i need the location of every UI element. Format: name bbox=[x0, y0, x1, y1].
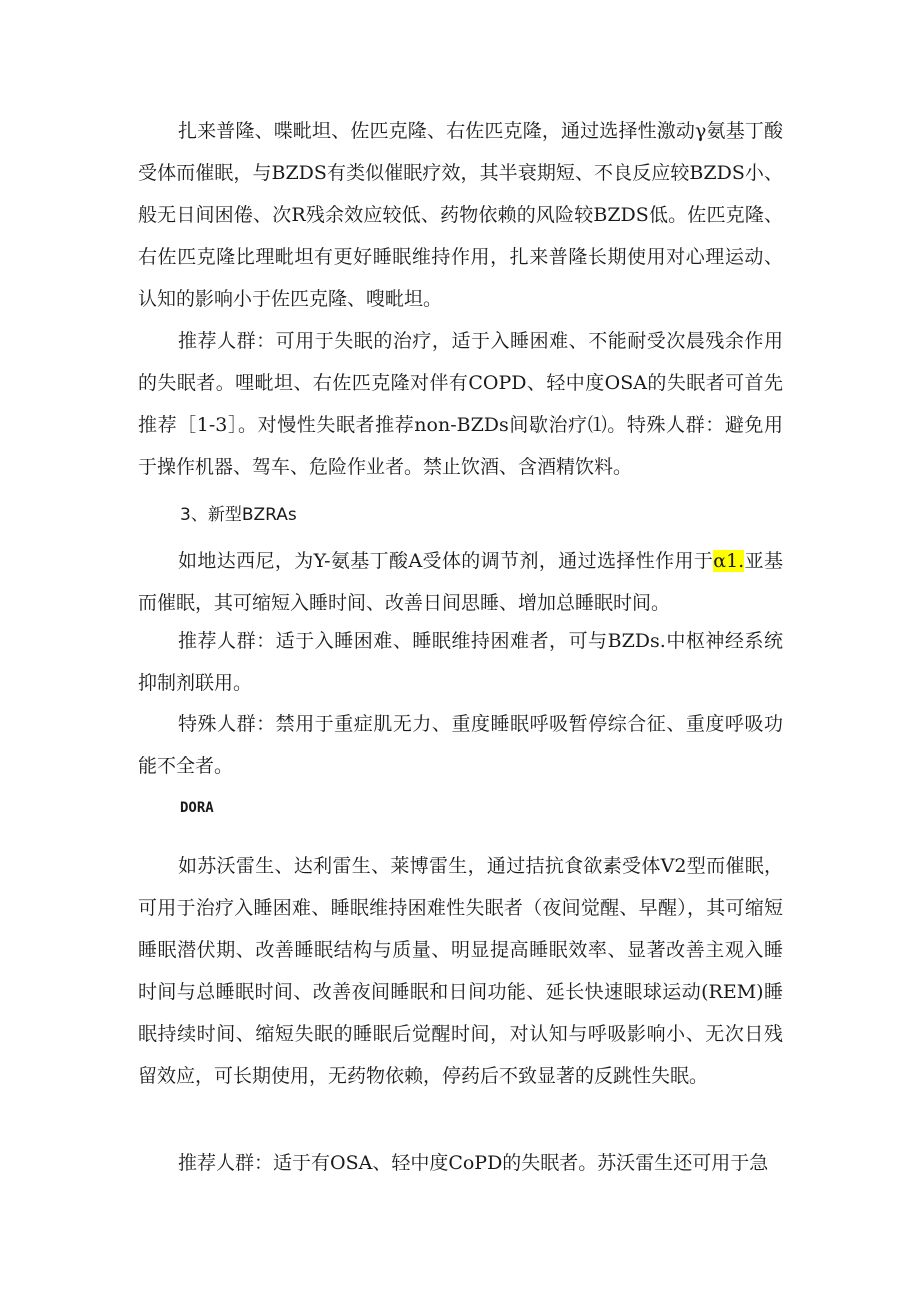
paragraph-special-population: 特殊人群：禁用于重症肌无力、重度睡眠呼吸暂停综合征、重度呼吸功能不全者。 bbox=[138, 713, 783, 777]
paragraph-didaxini: 如地达西尼，为Y-氨基丁酸A受体的调节剂，通过选择性作用于α1.亚基而催眠，其可缩短入睡时间、改善日间思睡、增加总睡眠时间。 bbox=[138, 550, 783, 614]
paragraph-non-bzds: 扎来普隆、喋毗坦、佐匹克隆、右佐匹克隆，通过选择性激动γ氨基丁酸受体而催眠，与BZDS有类似催眠疗效，其半衰期短、不良反应较BZDS小、般无日间困倦、次R残余效应较低、药物依赖的风险较BZDS低。佐匹克隆、右佐匹克隆比理毗坦有更好睡眠维持作用，扎来普隆长期使用对心理运动、认知的影响小于佐匹克隆、嗖毗坦。 bbox=[138, 120, 783, 310]
section-heading-new-bzras: 3、新型BZRAs bbox=[180, 505, 297, 525]
section-heading-dora: DORA bbox=[180, 800, 214, 816]
highlighted-text: α1. bbox=[713, 550, 745, 572]
paragraph-dora-recommended: 推荐人群：适于有OSA、轻中度CoPD的失眠者。苏沃雷生还可用于急 bbox=[178, 1152, 769, 1174]
paragraph-recommended-population: 推荐人群：可用于失眠的治疗，适于入睡困难、不能耐受次晨残余作用的失眠者。哩毗坦、右佐匹克隆对伴有COPD、轻中度OSA的失眠者可首先推荐［1-3］。对慢性失眠者推荐non-BZDs间歇治疗⑴。特殊人群：避免用于操作机器、驾车、危险作业者。禁止饮酒、含酒精饮料。 bbox=[138, 330, 783, 478]
paragraph-dora-drugs: 如苏沃雷生、达利雷生、莱博雷生，通过拮抗食欲素受体V2型而催眠，可用于治疗入睡困难、睡眠维持困难性失眠者（夜间觉醒、早醒），其可缩短睡眠潜伏期、改善睡眠结构与质量、明显提高睡眠效率、显著改善主观入睡时间与总睡眠时间、改善夜间睡眠和日间功能、延长快速眼球运动(REM)睡眠持续时间、缩短失眠的睡眠后觉醒时间，对认知与呼吸影响小、无次日残留效应，可长期使用，无药物依赖，停药后不致显著的反跳性失眠。 bbox=[138, 855, 783, 1087]
paragraph-recommended-combination: 推荐人群：适于入睡困难、睡眠维持困难者，可与BZDs.中枢神经系统抑制剂联用。 bbox=[138, 630, 783, 694]
